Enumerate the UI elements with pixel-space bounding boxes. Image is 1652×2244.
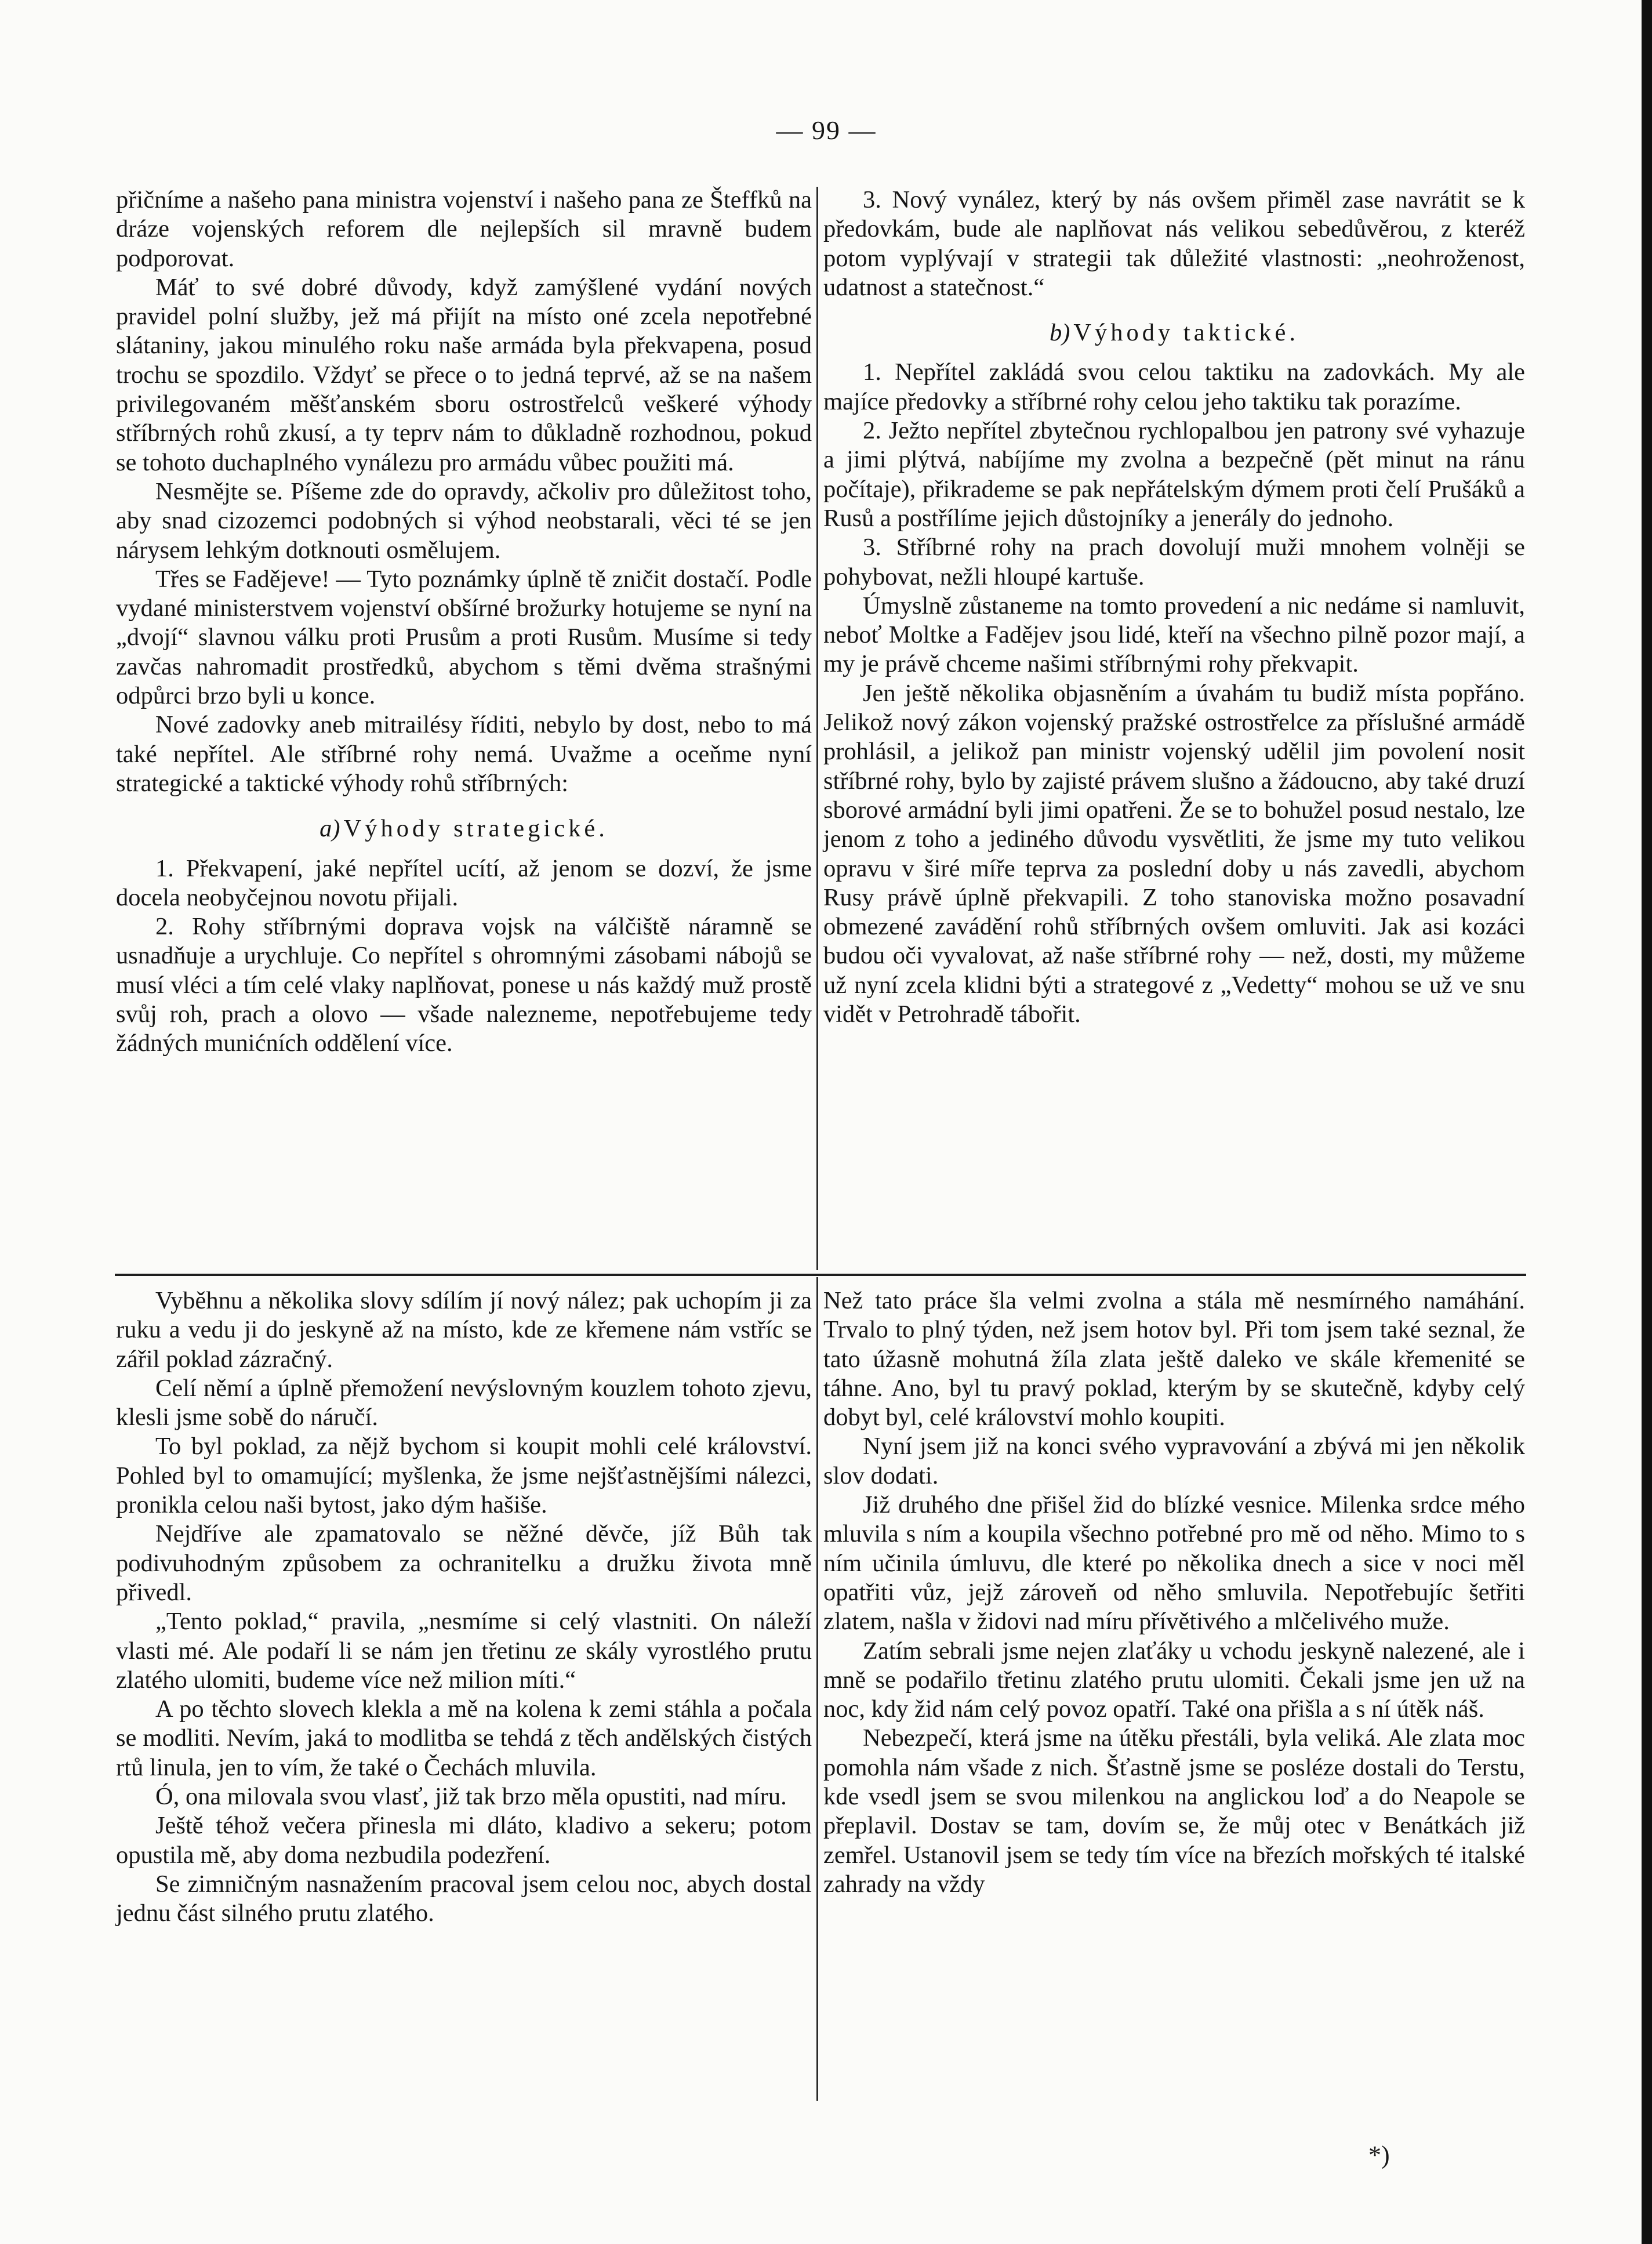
list-item: 2. Rohy stříbrnými doprava vojsk na válčiště náramně se usnadňuje a urychluje. Co nepřítel s ohromnými zásobami nábojů se musí vléci a tím celé vlaky naplňovat, ponese u nás každý muž prostě svůj roh, prach a olovo — všade nalezneme, nepotřebujeme tedy žádných munićních oddělení více. xyxy=(116,913,812,1057)
paragraph: Úmyslně zůstaneme na tomto provedení a nic nedáme si namluvit, neboť Moltke a Fadějev jsou lidé, kteří na všechno pilně pozor mají, a my je právě chceme našimi stříbrnými rohy překvapit. xyxy=(823,592,1525,678)
section-heading-strategic xyxy=(116,814,812,843)
list-item: 3. Stříbrné rohy na prach dovolují muži mnohem volněji se pohybovat, nežli hloupé kartuše. xyxy=(823,534,1525,590)
list-item: 3. Nový vynález, který by nás ovšem přiměl zase navrátit se k předovkám, bude ale naplňovat nás velikou sebedůvěrou, z kteréž potom vyplývají v strategii tak důležité vlastnosti: „neohroženost, udatnost a statečnost.“ xyxy=(823,186,1525,301)
paragraph: Již druhého dne přišel žid do blízké vesnice. Milenka srdce mého mluvila s ním a koupila všechno potřebné pro mě od něho. Mimo to s ním učinila úmluvu, dle které po několika dnech a sice v noci měl opatřiti vůz, jejž zároveň od něho smluvila. Nepotřebujíc šetřiti zlatem, našla v židovi nad míru přívětivého a mlčelivého muže. xyxy=(823,1491,1525,1636)
paragraph: To byl poklad, za nějž bychom si koupit mohli celé království. Pohled byl to omamující; myšlenka, že jsme nejšťastnějšími nálezci, pronikla celou naši bytost, jako dým hašiše. xyxy=(116,1433,812,1519)
paragraph: Jen ještě několika objasněním a úvahám tu budiž místa popřáno. Jelikož nový zákon vojenský pražské ostrostřelce za příslušné armádě prohlásil, a jelikož pan ministr vojenský udělil jim povolení nosit stříbrné rohy, bylo by zajisté právem slušno a žádoucno, aby také druzí sborové armádní byli jimi opatřeni. Že se to bohužel posud nestalo, lze jenom z toho a jediného důvodu vysvětliti, že jsme my tuto velikou opravu v širé míře teprva za poslední doby u nás zavedli, abychom Rusy právě úplně překvapili. Z toho stanoviska možno posavadní obmezené zavádění rohů stříbrných ovšem omluviti. Jak asi kozáci budou oči vyvalovat, až naše stříbrné rohy — než, dosti, my můžeme už nyní zcela klidni býti a strategové z „Vedetty“ mohou se už ve snu vidět v Petrohradě tábořit. xyxy=(823,679,1525,1028)
page-number: — 99 — xyxy=(776,115,877,145)
lower-left-column xyxy=(116,1286,812,1928)
scan-edge xyxy=(1642,0,1652,2244)
paragraph: Třes se Fadějeve! — Tyto poznámky úplně tě zničit dostačí. Podle vydané ministerstvem vojenství obšírné brožurky hotujeme se nyní na „dvojí“ slavnou válku proti Prusům a proti Rusům. Musíme si tedy zavčas nahromadit prostředků, abychom s těmi dvěma strašnými odpůrci brzo byli u konce. xyxy=(116,565,812,710)
section-title: Výhody taktické. xyxy=(1073,319,1299,347)
section-divider xyxy=(115,1274,1526,1276)
paragraph: Se zimničným nasnažením pracoval jsem celou noc, abych dostal jednu část silného prutu zlatého. xyxy=(116,1870,812,1927)
list-item: 1. Překvapení, jaké nepřítel ucítí, až jenom se dozví, že jsme docela neobyčejnou novotu přijali. xyxy=(116,854,812,911)
paragraph: Než tato práce šla velmi zvolna a stála mě nesmírného namáhání. Trvalo to plný týden, než jsem hotov byl. Při tom jsem také seznal, že tato úžasně mohutná žíla zlata ještě daleko ve skále křemenité se táhne. Ano, byl tu pravý poklad, kterým by se skutečně, kdyby celý dobyt byl, celé království mohlo koupiti. xyxy=(823,1287,1525,1431)
paragraph: přičníme a našeho pana ministra vojenství i našeho pana ze Šteffků na dráze vojenských reforem dle nejlepších sil mravně budem podporovat. xyxy=(116,186,812,272)
paragraph: Ještě téhož večera přinesla mi dláto, kladivo a sekeru; potom opustila mě, aby doma nezbudila podezření. xyxy=(116,1812,812,1869)
column-rule xyxy=(816,1277,818,2101)
upper-right-column xyxy=(823,186,1525,1029)
paragraph: Ó, ona milovala svou vlasť, již tak brzo měla opustiti, nad míru. xyxy=(155,1783,787,1811)
paragraph: Zatím sebrali jsme nejen zlaťáky u vchodu jeskyně nalezené, ale i mně se podařilo třetinu zlatého prutu ulomiti. Čekali jsme jen už na noc, kdy žid nám celý povoz opatří. Také ona přišla a s ní útěk náš. xyxy=(823,1637,1525,1723)
lower-right-column xyxy=(823,1286,1525,1899)
section-letter: b) xyxy=(1049,319,1070,347)
section-title: Výhody strategické. xyxy=(343,815,608,843)
paragraph: Vyběhnu a několika slovy sdílím jí nový nález; pak uchopím ji za ruku a vedu ji do jeskyně až na místo, kde ze křemene nám vstříc se zářil poklad zázračný. xyxy=(116,1287,812,1373)
column-rule xyxy=(816,187,818,1270)
upper-left-column xyxy=(116,186,812,1058)
footnote-marker: *) xyxy=(1368,2141,1390,2169)
section-letter: a) xyxy=(319,815,340,843)
paragraph: Nejdříve ale zpamatovalo se něžné děvče, jíž Bůh tak podivuhodným způsobem za ochranitelku a družku života mně přivedl. xyxy=(116,1520,812,1606)
paragraph: Nebezpečí, která jsme na útěku přestáli, byla veliká. Ale zlata moc pomohla nám všade z nich. Šťastně jsme se posléze dostali do Terstu, kde vsedl jsem se svou milenkou na anglickou loď a do Neapole se přeplavil. Dostav se tam, dovím se, že můj otec v Benátkách již zemřel. Ustanovil jsem se tedy tím více na březích mořských té italské zahrady na vždy xyxy=(823,1724,1525,1898)
paragraph: „Tento poklad,“ pravila, „nesmíme si celý vlastniti. On náleží vlasti mé. Ale podaří li se nám jen třetinu ze skály vyrostlého prutu zlatého ulomiti, budeme více než milion míti.“ xyxy=(116,1608,812,1694)
paragraph: Nesmějte se. Píšeme zde do opravdy, ačkoliv pro důležitost toho, aby snad cizozemci podobných si výhod neobstarali, věci té se jen nárysem lehkým dotknouti osmělujem. xyxy=(116,477,812,564)
paragraph: Celí němí a úplně přemožení nevýslovným kouzlem tohoto zjevu, klesli jsme sobě do náručí. xyxy=(116,1374,812,1431)
list-item: 1. Nepřítel zakládá svou celou taktiku na zadovkách. My ale majíce předovky a stříbrné rohy celou jeho taktiku tak porazíme. xyxy=(823,358,1525,415)
paragraph: Nové zadovky aneb mitrailésy říditi, nebylo by dost, nebo to má také nepřítel. Ale stříbrné rohy nemá. Uvažme a oceňme nyní strategické a taktické výhody rohů stříbrných: xyxy=(116,711,812,797)
section-heading-tactical xyxy=(823,318,1525,347)
paragraph: Máť to své dobré důvody, když zamýšlené vydání nových pravidel polní služby, jež má přijít na místo oné zcela nepotřebné slátaniny, jakou minulého roku naše armáda byla překvapena, posud trochu se spozdilo. Vždyť se přece o to jedná teprvé, až se na našem privilegovaném měšťanském sboru ostrostřelců veškeré výhody stříbrných rohů zkusí, a ty teprv nám to důkladně rozhodnou, pokud se tohoto duchaplného vynálezu pro armádu vůbec použiti má. xyxy=(116,273,812,476)
paragraph: Nyní jsem již na konci svého vypravování a zbývá mi jen několik slov dodati. xyxy=(823,1433,1525,1489)
list-item: 2. Ježto nepřítel zbytečnou rychlopalbou jen patrony své vyhazuje a jimi plýtvá, nabíjíme my zvolna a bezpečně (pět minut na ránu počítaje), přikrademe se pak nepřátelským dýmem proti čelí Prušáků a Rusů a postřílíme jejich důstojníky a jenerály do jednoho. xyxy=(823,417,1525,532)
paragraph: A po těchto slovech klekla a mě na kolena k zemi stáhla a počala se modliti. Nevím, jaká to modlitba se tehdá z těch andělských čistých rtů linula, jen to vím, že také o Čechách mluvila. xyxy=(116,1695,812,1781)
